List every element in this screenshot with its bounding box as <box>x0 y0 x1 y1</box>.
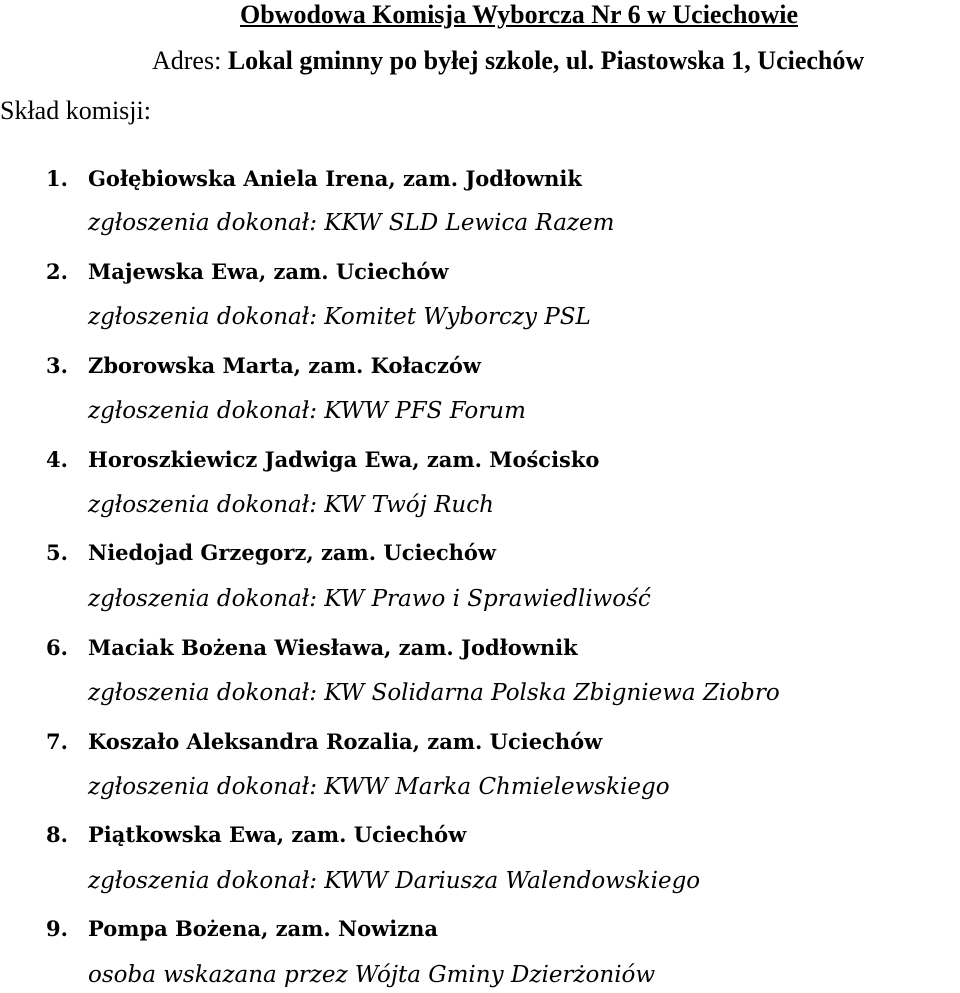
member-number: 1. <box>46 166 68 191</box>
member-name <box>46 821 466 849</box>
member-name <box>46 728 602 756</box>
member-number: 2. <box>46 259 68 284</box>
member-number: 4. <box>46 447 68 472</box>
member-number: 7. <box>46 729 68 754</box>
member-note: osoba wskazana przez Wójta Gminy Dzierżoniów <box>88 962 656 988</box>
address-value: Lokal gminny po byłej szkole, ul. Piastowska 1, Uciechów <box>227 46 865 75</box>
member-number: 6. <box>46 635 68 660</box>
member-name-text: Pompa Bożena, zam. Nowizna <box>88 916 439 941</box>
member-name <box>46 446 599 474</box>
member-name <box>46 915 438 943</box>
member-number: 3. <box>46 353 68 378</box>
member-name-text: Horoszkiewicz Jadwiga Ewa, zam. Mościsko <box>88 447 600 472</box>
member-note: zgłoszenia dokonał: KWW Marka Chmielewskiego <box>88 774 670 800</box>
member-name-text: Niedojad Grzegorz, zam. Uciechów <box>88 540 496 565</box>
member-name <box>46 258 448 286</box>
member-name-text: Gołębiowska Aniela Irena, zam. Jodłownik <box>88 166 582 191</box>
document-title: Obwodowa Komisja Wyborcza Nr 6 w Uciechowie <box>240 0 798 29</box>
member-name <box>46 539 496 567</box>
member-note: zgłoszenia dokonał: KWW Dariusza Walendowskiego <box>88 868 701 894</box>
member-note: zgłoszenia dokonał: KW Solidarna Polska Zbigniewa Ziobro <box>88 680 780 706</box>
member-note: zgłoszenia dokonał: KKW SLD Lewica Razem <box>88 210 615 236</box>
member-note: zgłoszenia dokonał: Komitet Wyborczy PSL <box>88 304 591 330</box>
member-name <box>46 352 481 380</box>
member-name-text: Piątkowska Ewa, zam. Uciechów <box>88 822 467 847</box>
member-name <box>46 634 578 662</box>
member-note: zgłoszenia dokonał: KW Twój Ruch <box>88 492 494 518</box>
member-note: zgłoszenia dokonał: KWW PFS Forum <box>88 398 526 424</box>
member-name-text: Koszało Aleksandra Rozalia, zam. Uciechów <box>88 729 603 754</box>
address-label: Adres: <box>152 46 228 75</box>
member-name-text: Maciak Bożena Wiesława, zam. Jodłownik <box>88 635 578 660</box>
member-name <box>46 165 582 193</box>
member-name-text: Majewska Ewa, zam. Uciechów <box>88 259 449 284</box>
member-number: 8. <box>46 822 68 847</box>
member-note: zgłoszenia dokonał: KW Prawo i Sprawiedliwość <box>88 586 651 612</box>
member-number: 5. <box>46 540 68 565</box>
member-number: 9. <box>46 916 68 941</box>
composition-heading: Skład komisji: <box>0 96 151 125</box>
member-name-text: Zborowska Marta, zam. Kołaczów <box>88 353 481 378</box>
